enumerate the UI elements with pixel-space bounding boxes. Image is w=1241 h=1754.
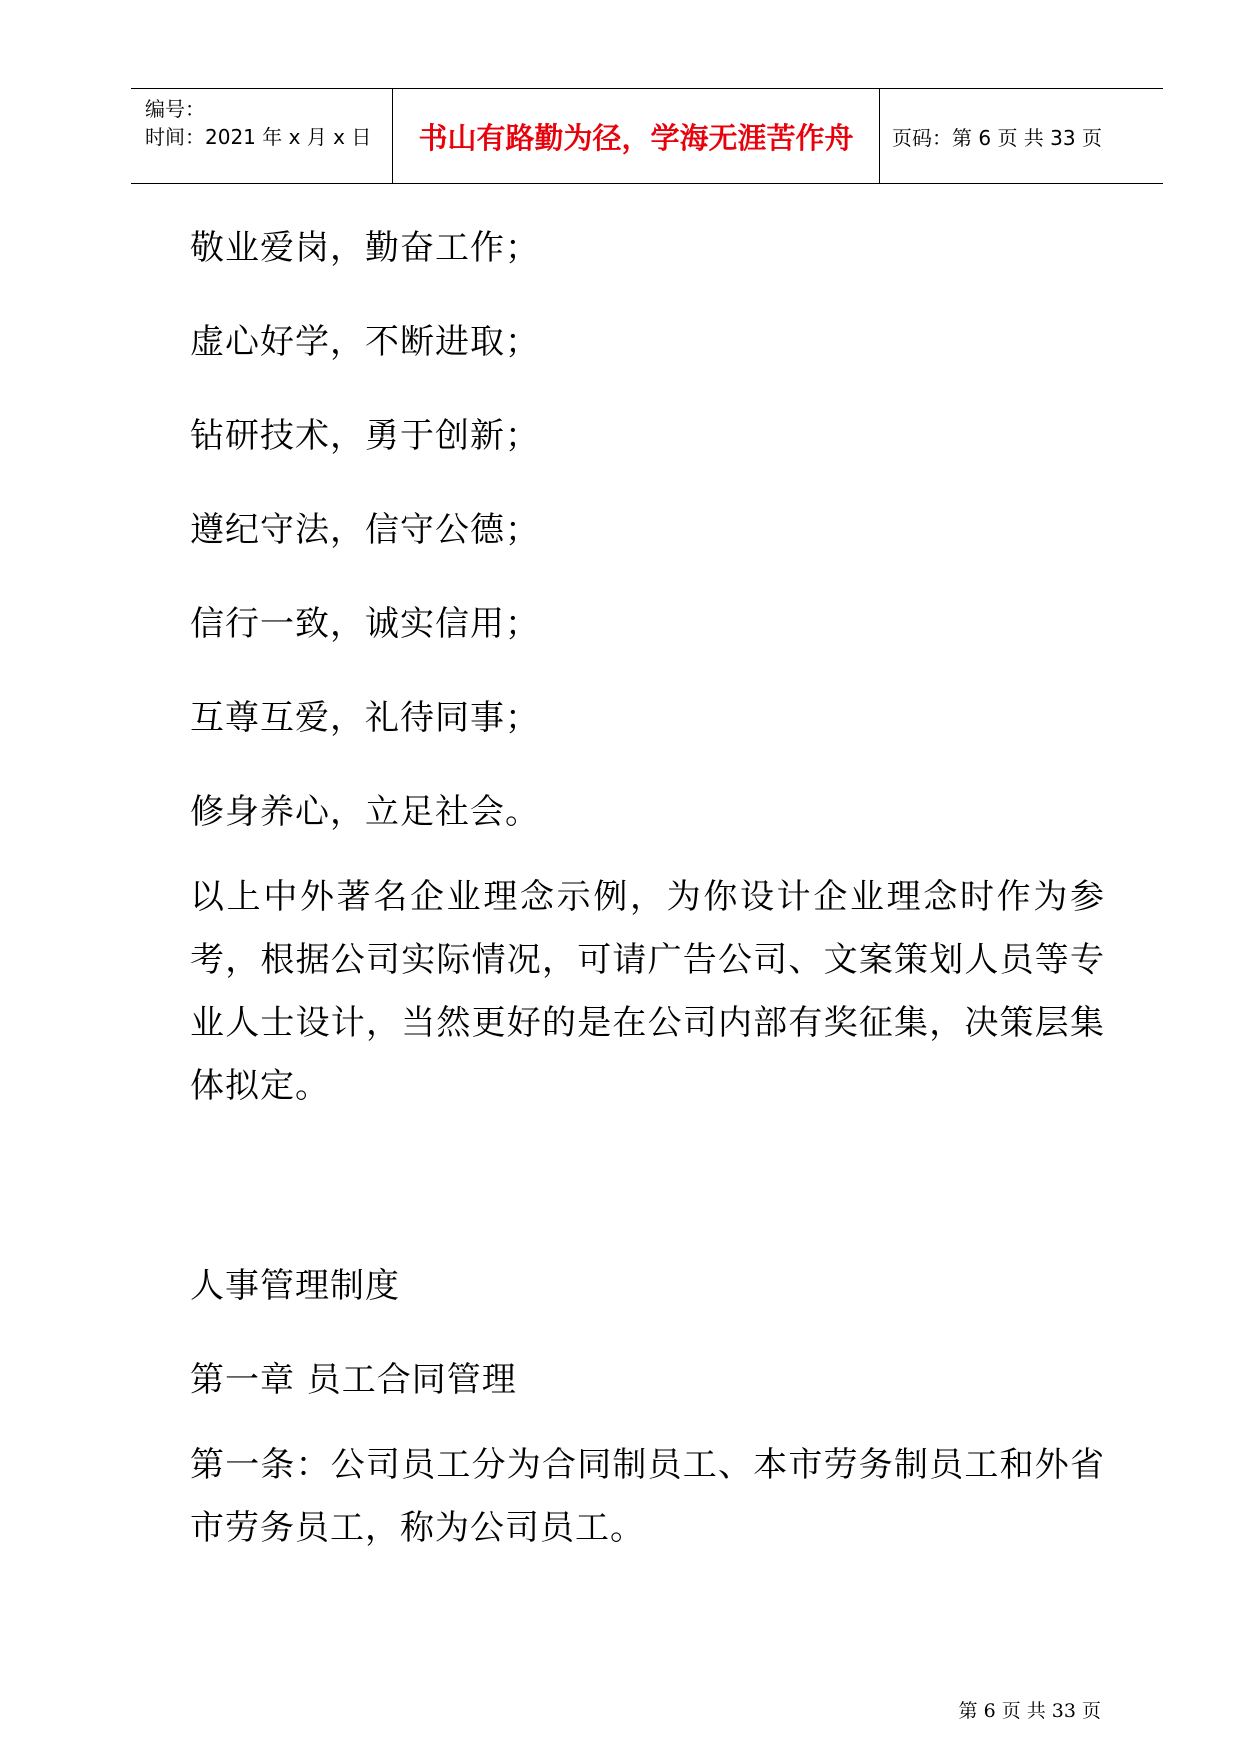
header-page-label: 页码：第 6 页 共 33 页 xyxy=(892,125,1102,150)
page-footer: 第 6 页 共 33 页 xyxy=(958,1700,1101,1722)
list-item: 敬业爱岗，勤奋工作； xyxy=(190,228,540,268)
document-time-label: 时间：2021 年 x 月 x 日 xyxy=(145,125,372,149)
list-item: 信行一致，诚实信用； xyxy=(190,604,540,644)
list-item: 虚心好学，不断进取； xyxy=(190,322,540,362)
list-item: 遵纪守法，信守公德； xyxy=(190,510,540,550)
header-motto: 书山有路勤为径，学海无涯苦作舟 xyxy=(393,89,880,183)
list-item: 修身养心，立足社会。 xyxy=(190,792,540,832)
list-item: 互尊互爱，礼待同事； xyxy=(190,698,540,738)
document-number-label: 编号： xyxy=(145,97,205,121)
section-title: 人事管理制度 xyxy=(190,1266,400,1306)
paragraph-intro: 以上中外著名企业理念示例，为你设计企业理念时作为参考，根据公司实际情况，可请广告公司、文案策划人员等专业人士设计，当然更好的是在公司内部有奖征集，决策层集体拟定。 xyxy=(190,877,1105,1106)
article-1: 第一条：公司员工分为合同制员工、本市劳务制员工和外省市劳务员工，称为公司员工。 xyxy=(190,1445,1105,1548)
page-header xyxy=(131,88,1163,184)
header-meta xyxy=(131,89,393,183)
list-item: 钻研技术，勇于创新； xyxy=(190,416,540,456)
chapter-title: 第一章 员工合同管理 xyxy=(190,1360,517,1400)
